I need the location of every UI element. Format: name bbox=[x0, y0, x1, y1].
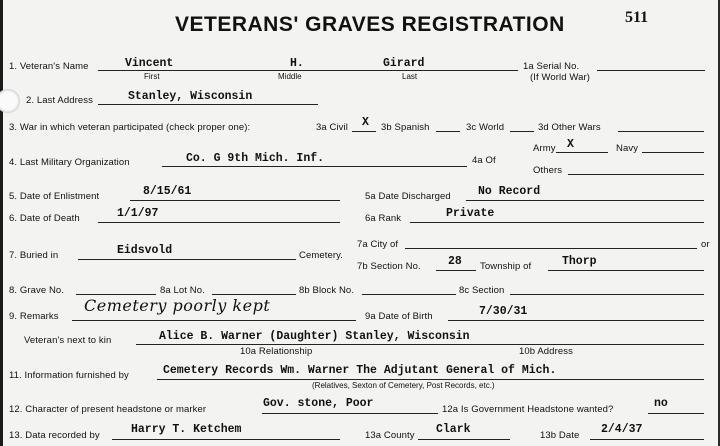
discharged-label: 5a Date Discharged bbox=[365, 191, 451, 202]
headstone-wanted-value: no bbox=[654, 397, 668, 410]
first-caption: First bbox=[144, 72, 160, 81]
others-label: Others bbox=[533, 165, 563, 176]
headstone-line bbox=[262, 413, 438, 414]
veteran-last-name: Girard bbox=[383, 57, 425, 70]
war-civil-line bbox=[352, 131, 376, 132]
city-of-line bbox=[405, 248, 697, 249]
punch-hole bbox=[0, 89, 20, 113]
county-label: 13a County bbox=[365, 430, 415, 441]
section-label: 8c Section bbox=[459, 285, 505, 296]
lot-no-line bbox=[212, 294, 296, 295]
birth-date-label: 9a Date of Birth bbox=[365, 311, 433, 322]
grave-no-line bbox=[76, 294, 156, 295]
middle-caption: Middle bbox=[278, 72, 302, 81]
serial-no-line bbox=[597, 70, 705, 71]
buried-in-label: 7. Buried in bbox=[9, 250, 59, 261]
war-civil-label: 3a Civil bbox=[316, 122, 348, 133]
rank-line bbox=[410, 222, 704, 223]
army-label: Army bbox=[533, 143, 556, 154]
war-spanish-line bbox=[436, 131, 460, 132]
discharged-value: No Record bbox=[478, 185, 541, 198]
navy-label: Navy bbox=[616, 143, 639, 154]
next-of-kin-label: Veteran's next to kin bbox=[24, 335, 112, 346]
birth-date-value: 7/30/31 bbox=[479, 305, 528, 318]
war-world-label: 3c World bbox=[466, 122, 505, 133]
enlistment-label: 5. Date of Enlistment bbox=[9, 191, 100, 202]
military-org-line bbox=[162, 166, 467, 167]
birth-date-line bbox=[448, 320, 704, 321]
recorded-by-value: Harry T. Ketchem bbox=[131, 423, 242, 436]
recorded-by-line bbox=[112, 439, 340, 440]
serial-no-note: (If World War) bbox=[530, 72, 590, 83]
veteran-first-name: Vincent bbox=[125, 57, 174, 70]
page-number: 511 bbox=[625, 9, 649, 26]
grave-no-label: 8. Grave No. bbox=[9, 285, 65, 296]
discharged-line bbox=[466, 200, 704, 201]
military-org-value: Co. G 9th Mich. Inf. bbox=[186, 152, 325, 165]
veteran-name-line bbox=[98, 70, 518, 71]
township-line bbox=[548, 270, 704, 271]
info-furnished-value: Cemetery Records Wm. Warner The Adjutant General of Mich. bbox=[163, 364, 557, 377]
army-line bbox=[556, 152, 608, 153]
death-date-label: 6. Date of Death bbox=[9, 213, 80, 224]
remarks-line bbox=[72, 320, 356, 321]
headstone-wanted-line bbox=[648, 413, 704, 414]
headstone-wanted-label: 12a Is Government Headstone wanted? bbox=[442, 404, 614, 415]
enlistment-line bbox=[130, 200, 340, 201]
info-furnished-line bbox=[157, 379, 704, 380]
lot-no-label: 8a Lot No. bbox=[160, 285, 205, 296]
county-value: Clark bbox=[436, 423, 471, 436]
of-label: 4a Of bbox=[472, 155, 496, 166]
enlistment-value: 8/15/61 bbox=[143, 185, 192, 198]
info-furnished-label: 11. Information furnished by bbox=[9, 370, 129, 381]
record-date-label: 13b Date bbox=[540, 430, 580, 441]
remarks-handwritten: Cemetery poorly kept bbox=[84, 296, 271, 315]
army-mark: X bbox=[567, 138, 574, 151]
rank-value: Private bbox=[446, 207, 495, 220]
record-date-line bbox=[590, 439, 704, 440]
veteran-middle-name: H. bbox=[290, 57, 304, 70]
section-no-label: 7b Section No. bbox=[357, 261, 421, 272]
war-civil-mark: X bbox=[362, 116, 369, 129]
section-no-line bbox=[436, 270, 476, 271]
headstone-value: Gov. stone, Poor bbox=[263, 397, 374, 410]
headstone-label: 12. Character of present headstone or marker bbox=[9, 404, 207, 415]
card-left-edge bbox=[0, 0, 3, 446]
or-label: or bbox=[701, 239, 710, 250]
county-line bbox=[418, 439, 510, 440]
section-line bbox=[510, 294, 704, 295]
others-line bbox=[568, 174, 704, 175]
last-address-line bbox=[98, 104, 318, 105]
rank-label: 6a Rank bbox=[365, 213, 402, 224]
info-furnished-caption: (Relatives, Sexton of Cemetery, Post Records, etc.) bbox=[312, 381, 495, 390]
death-date-line bbox=[98, 222, 340, 223]
war-spanish-label: 3b Spanish bbox=[381, 122, 430, 133]
relationship-caption: 10a Relationship bbox=[240, 346, 313, 357]
last-address-label: 2. Last Address bbox=[26, 95, 93, 106]
township-value: Thorp bbox=[562, 255, 597, 268]
buried-in-value: Eidsvold bbox=[117, 244, 173, 257]
cemetery-label: Cemetery. bbox=[299, 250, 344, 261]
war-other-label: 3d Other Wars bbox=[538, 122, 601, 133]
navy-line bbox=[642, 152, 704, 153]
form-title: VETERANS' GRAVES REGISTRATION bbox=[175, 13, 565, 36]
recorded-by-label: 13. Data recorded by bbox=[9, 430, 100, 441]
next-of-kin-value: Alice B. Warner (Daughter) Stanley, Wisconsin bbox=[159, 330, 470, 343]
next-of-kin-line bbox=[136, 344, 704, 345]
remarks-label: 9. Remarks bbox=[9, 311, 59, 322]
serial-no-label: 1a Serial No. bbox=[523, 61, 580, 72]
war-other-line bbox=[618, 131, 704, 132]
buried-in-line bbox=[78, 259, 296, 260]
death-date-value: 1/1/97 bbox=[117, 207, 159, 220]
township-label: Township of bbox=[480, 261, 532, 272]
record-date-value: 2/4/37 bbox=[601, 423, 643, 436]
block-no-line bbox=[362, 294, 456, 295]
city-of-label: 7a City of bbox=[357, 239, 399, 250]
last-address-value: Stanley, Wisconsin bbox=[128, 90, 253, 103]
war-label: 3. War in which veteran participated (check proper one): bbox=[9, 122, 251, 133]
veteran-name-label: 1. Veteran's Name bbox=[9, 61, 89, 72]
address-caption: 10b Address bbox=[519, 346, 573, 357]
war-world-line bbox=[510, 131, 534, 132]
section-no-value: 28 bbox=[448, 255, 462, 268]
last-caption: Last bbox=[402, 72, 418, 81]
military-org-label: 4. Last Military Organization bbox=[9, 157, 130, 168]
block-no-label: 8b Block No. bbox=[299, 285, 355, 296]
